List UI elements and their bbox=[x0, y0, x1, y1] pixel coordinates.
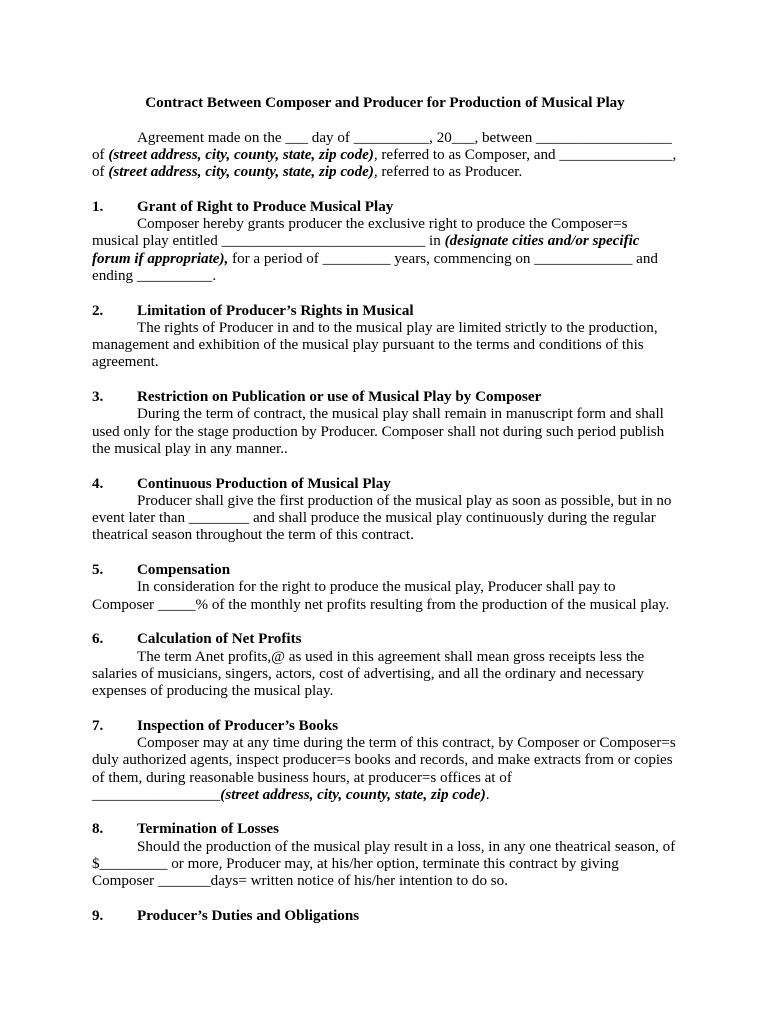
section-7-body bbox=[92, 735, 678, 804]
section-8-body bbox=[92, 839, 678, 891]
section-4-heading bbox=[92, 476, 678, 493]
section-7-heading bbox=[92, 718, 678, 735]
section-6-heading-text: Calculation of Net Profits bbox=[137, 631, 302, 648]
section-2-body bbox=[92, 320, 678, 372]
document-title: Contract Between Composer and Producer for Production of Musical Play bbox=[145, 95, 625, 111]
section-7-heading-text: Inspection of Producer’s Books bbox=[137, 717, 339, 734]
section-5-heading bbox=[92, 562, 678, 579]
section-1-body bbox=[92, 216, 678, 285]
section-2 bbox=[92, 303, 678, 372]
section-1-heading bbox=[92, 199, 678, 216]
section-9-heading-text: Producer’s Duties and Obligations bbox=[137, 907, 360, 924]
section-2-number: 2. bbox=[92, 302, 104, 319]
section-9-number: 9. bbox=[92, 907, 104, 924]
section-9 bbox=[92, 908, 678, 925]
section-5 bbox=[92, 562, 678, 614]
section-1-heading-text: Grant of Right to Produce Musical Play bbox=[137, 198, 394, 215]
text-run: In consideration for the right to produce the musical play, Producer shall pay to Composer _____% of the monthly net profits resulting from the production of the musical play. bbox=[92, 579, 670, 613]
text-run: for a period of _________ years, commencing on _____________ and ending __________. bbox=[92, 250, 658, 284]
section-1 bbox=[92, 199, 678, 285]
section-4-number: 4. bbox=[92, 475, 104, 492]
section-2-heading-text: Limitation of Producer’s Rights in Musical bbox=[137, 302, 414, 319]
text-run: During the term of contract, the musical play shall remain in manuscript form and shall used only for the stage production by Producer. Composer shall not during such period publish the musical play in any manner.. bbox=[92, 406, 665, 457]
emphasized-text-run: (designate cities and/or specific forum if appropriate), bbox=[92, 233, 640, 267]
text-run: , referred to as Composer, and _______________, of bbox=[92, 146, 677, 181]
section-4-heading-text: Continuous Production of Musical Play bbox=[137, 475, 391, 492]
text-run: Producer shall give the first production of the musical play as soon as possible, but in no event later than ________ and shall produce the musical play continuously during the regular theatrical season throughout the term of this contract. bbox=[92, 492, 672, 544]
text-run: Should the production of the musical play result in a loss, in any one theatrical season, of $_________ or more, Producer may, at his/her option, terminate this contract by giving Composer _______days= written notice of his/her intention to do so. bbox=[92, 838, 676, 890]
section-7-number: 7. bbox=[92, 717, 104, 734]
text-run: The term Anet profits,@ as used in this agreement shall mean gross receipts less the salaries of musicians, singers, actors, cost of advertising, and all the ordinary and necessary expenses of producing the musical play. bbox=[92, 648, 645, 700]
section-6-body bbox=[92, 649, 678, 701]
section-8-heading bbox=[92, 821, 678, 838]
section-6 bbox=[92, 631, 678, 700]
text-run: , referred to as Producer. bbox=[373, 164, 523, 181]
section-8-number: 8. bbox=[92, 821, 104, 838]
section-5-body bbox=[92, 579, 678, 614]
section-8 bbox=[92, 821, 678, 890]
section-6-number: 6. bbox=[92, 631, 104, 648]
emphasized-text-run: (street address, city, county, state, zip code) bbox=[108, 164, 374, 181]
intro-paragraph bbox=[92, 130, 678, 182]
text-run: Composer may at any time during the term of this contract, by Composer or Composer=s duly authorized agents, inspect producer=s books and records, and make extracts from or copies of them, during reasonable business hours, at producer=s offices at of _________________ bbox=[92, 734, 676, 803]
section-4 bbox=[92, 476, 678, 545]
section-3-body bbox=[92, 406, 678, 458]
text-run: Agreement made on the ___ day of __________, 20___, between __________________ of bbox=[92, 129, 672, 163]
text-run: The rights of Producer in and to the musical play are limited strictly to the production, management and exhibition of the musical play pursuant to the terms and conditions of this agreement. bbox=[92, 319, 658, 371]
section-5-heading-text: Compensation bbox=[137, 562, 231, 579]
section-3 bbox=[92, 389, 678, 458]
section-5-number: 5. bbox=[92, 562, 104, 579]
section-3-number: 3. bbox=[92, 389, 104, 406]
section-4-body bbox=[92, 493, 678, 545]
section-3-heading bbox=[92, 389, 678, 406]
section-9-heading bbox=[92, 908, 678, 925]
section-7 bbox=[92, 718, 678, 804]
text-run: Composer hereby grants producer the exclusive right to produce the Composer=s musical play entitled ___________________________ in bbox=[92, 216, 628, 250]
section-6-heading bbox=[92, 631, 678, 648]
text-run: . bbox=[485, 786, 490, 803]
section-2-heading bbox=[92, 303, 678, 320]
section-8-heading-text: Termination of Losses bbox=[137, 821, 280, 838]
section-3-heading-text: Restriction on Publication or use of Musical Play by Composer bbox=[137, 389, 542, 406]
emphasized-text-run: (street address, city, county, state, zip code) bbox=[108, 146, 374, 163]
emphasized-text-run: (street address, city, county, state, zip code) bbox=[220, 786, 486, 803]
section-1-number: 1. bbox=[92, 198, 104, 215]
